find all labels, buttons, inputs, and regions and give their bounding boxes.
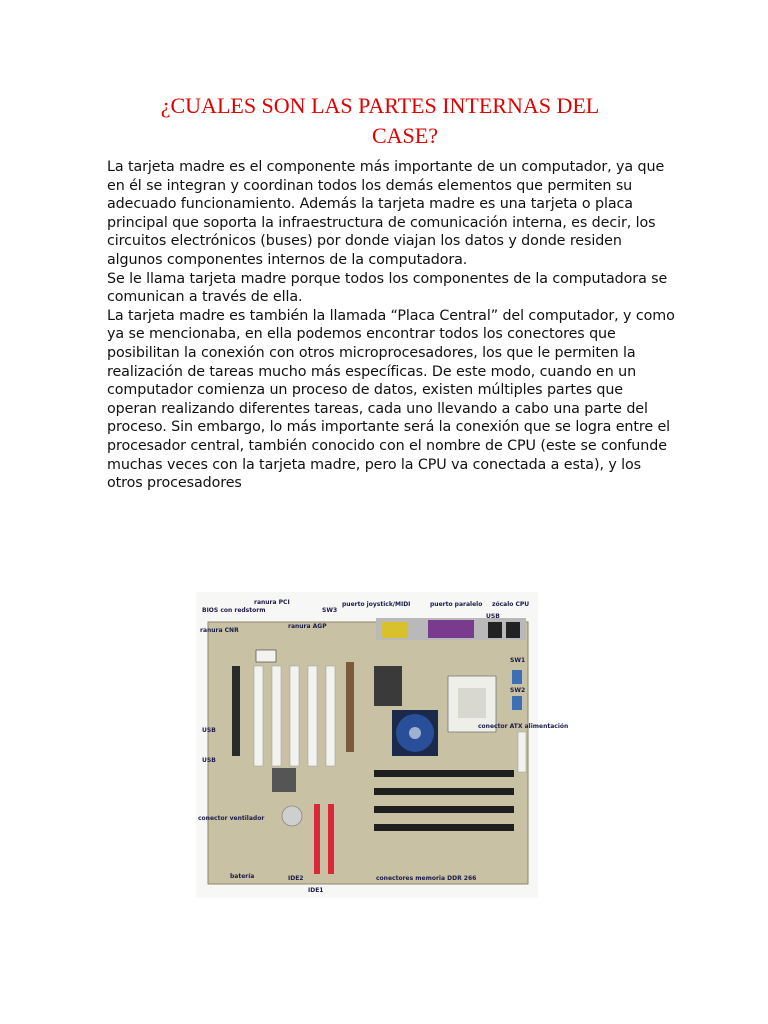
label-bios: BIOS con redstorm (202, 607, 266, 614)
pci-slot-3 (290, 666, 299, 766)
label-ranura-cnr: ranura CNR (200, 627, 239, 634)
label-ranura-agp: ranura AGP (288, 623, 327, 630)
joystick-port (382, 622, 408, 638)
paragraph-2: Se le llama tarjeta madre porque todos los componentes de la computadora se comunican a través de ella. (107, 270, 668, 306)
cpu-fan-hub (409, 727, 421, 739)
ide1-connector (328, 804, 334, 874)
battery (282, 806, 302, 826)
pci-slot-4 (308, 666, 317, 766)
pci-slot-1 (254, 666, 263, 766)
label-ide2: IDE2 (288, 875, 304, 882)
label-sw3: SW3 (322, 607, 338, 614)
title-line-2: CASE? (372, 123, 438, 148)
agp-slot (346, 662, 354, 752)
label-paralelo: puerto paralelo (430, 601, 483, 608)
ide2-connector (314, 804, 320, 874)
label-sw2: SW2 (510, 687, 526, 694)
label-sw1: SW1 (510, 657, 526, 664)
ram-slot-2 (374, 788, 514, 795)
paragraph-3: La tarjeta madre es también la llamada “Placa Central” del computador, y como ya se mencionaba, en ella podemos encontrar todos los conectores que posibilitan la conexión con otros microprocesadores, los que le permiten la realización de tareas mucho más específicas. De este modo, cuando en un computador comienza un proceso de datos, existen múltiples partes que operan realizando diferentes tareas, cada uno llevando a cabo una parte del proceso. Sin embargo, lo más importante será la conexión que se logra entre el procesador central, también conocido con el nombre de CPU (este se confunde muchas veces con la tarjeta madre, pero la CPU va conectada a esta), y los otros procesadores (107, 307, 675, 492)
ram-slot-4 (374, 824, 514, 831)
atx-power-connector (518, 732, 526, 772)
ram-slot-3 (374, 806, 514, 813)
bios-chip (256, 650, 276, 662)
label-usb-left-1: USB (202, 727, 216, 734)
title-line-1: ¿CUALES SON LAS PARTES INTERNAS DEL (160, 93, 600, 118)
label-usb-left-2: USB (202, 757, 216, 764)
cnr-slot (232, 666, 240, 756)
vrm-heatsinks (374, 666, 402, 706)
page-title (105, 91, 705, 151)
label-ddr: conectores memoria DDR 266 (376, 875, 477, 882)
label-atx: conector ATX alimentación (478, 723, 569, 730)
label-joystick: puerto joystick/MIDI (342, 601, 411, 608)
sw1-switch (512, 670, 522, 684)
label-ranura-pci: ranura PCI (254, 599, 290, 606)
usb-port-top (488, 622, 502, 638)
motherboard-illustration (196, 592, 569, 898)
parallel-port (428, 620, 474, 638)
chipset (272, 768, 296, 792)
label-ventilador: conector ventilador (198, 815, 265, 822)
label-usb-top: USB (486, 613, 500, 620)
label-ide1: IDE1 (308, 887, 324, 894)
label-bateria: batería (230, 873, 255, 880)
body-text (107, 158, 677, 493)
paragraph-1: La tarjeta madre es el componente más importante de un computador, ya que en él se integran y coordinan todos los demás elementos que permiten su adecuado funcionamiento. Además la tarjeta madre es una tarjeta o placa principal que soporta la infraestructura de comunicación interna, es decir, los circuitos electrónicos (buses) por donde viajan los datos y donde residen algunos componentes internos de la computadora. (107, 159, 665, 268)
cpu-socket-center (458, 688, 486, 718)
pci-slot-2 (272, 666, 281, 766)
ram-slot-1 (374, 770, 514, 777)
label-zocalo: zócalo CPU (492, 601, 530, 608)
pci-slot-5 (326, 666, 335, 766)
usb-port-top-2 (506, 622, 520, 638)
sw2-switch (512, 696, 522, 710)
motherboard-photo (196, 592, 569, 898)
